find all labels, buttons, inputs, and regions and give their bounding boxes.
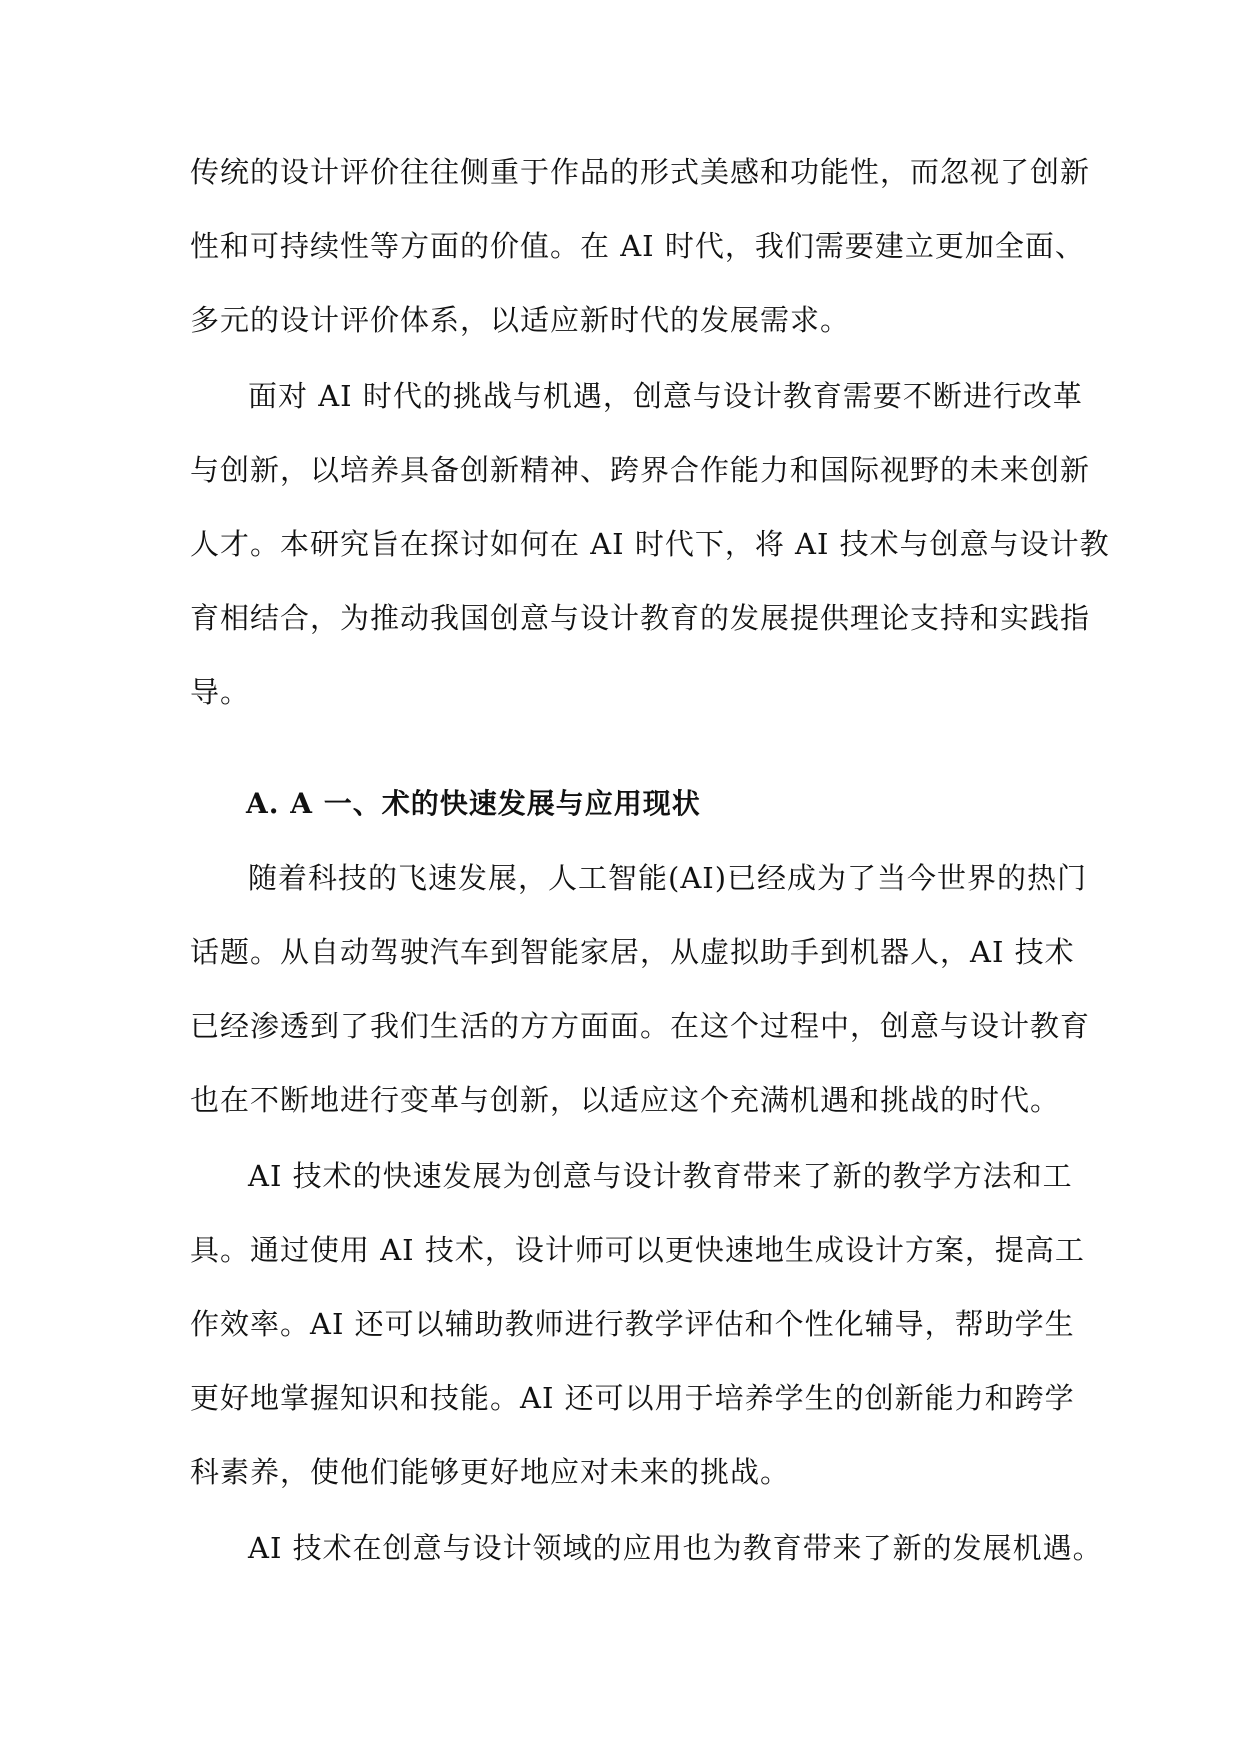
paragraph-line: AI 技术的快速发展为创意与设计教育带来了新的教学方法和工 <box>248 1159 1073 1193</box>
paragraph-line: 作效率。AI 还可以辅助教师进行教学评估和个性化辅导，帮助学生 <box>190 1307 1075 1341</box>
paragraph-line: 导。 <box>190 675 251 709</box>
paragraph-line: AI 技术在创意与设计领域的应用也为教育带来了新的发展机遇。 <box>248 1531 1103 1565</box>
paragraph-line: 具。通过使用 AI 技术，设计师可以更快速地生成设计方案，提高工 <box>190 1233 1085 1267</box>
paragraph-line: 与创新，以培养具备创新精神、跨界合作能力和国际视野的未来创新 <box>190 453 1091 487</box>
paragraph-line: 多元的设计评价体系，以适应新时代的发展需求。 <box>190 303 851 337</box>
paragraph-line: 育相结合，为推动我国创意与设计教育的发展提供理论支持和实践指 <box>190 601 1091 635</box>
paragraph-line: 科素养，使他们能够更好地应对未来的挑战。 <box>190 1455 791 1489</box>
paragraph-line: 人才。本研究旨在探讨如何在 AI 时代下，将 AI 技术与创意与设计教 <box>190 527 1110 561</box>
paragraph-line: 性和可持续性等方面的价值。在 AI 时代，我们需要建立更加全面、 <box>190 229 1085 263</box>
paragraph-line: 也在不断地进行变革与创新，以适应这个充满机遇和挑战的时代。 <box>190 1083 1061 1117</box>
paragraph-line: 随着科技的飞速发展，人工智能(AI)已经成为了当今世界的热门 <box>248 861 1088 895</box>
section-heading: A. A 一、术的快速发展与应用现状 <box>246 787 701 820</box>
paragraph-line: 话题。从自动驾驶汽车到智能家居，从虚拟助手到机器人，AI 技术 <box>190 935 1075 969</box>
paragraph-line: 面对 AI 时代的挑战与机遇，创意与设计教育需要不断进行改革 <box>248 379 1083 413</box>
paragraph-line: 已经渗透到了我们生活的方方面面。在这个过程中，创意与设计教育 <box>190 1009 1091 1043</box>
paragraph-line: 更好地掌握知识和技能。AI 还可以用于培养学生的创新能力和跨学 <box>190 1381 1075 1415</box>
paragraph-line: 传统的设计评价往往侧重于作品的形式美感和功能性，而忽视了创新 <box>190 155 1091 189</box>
